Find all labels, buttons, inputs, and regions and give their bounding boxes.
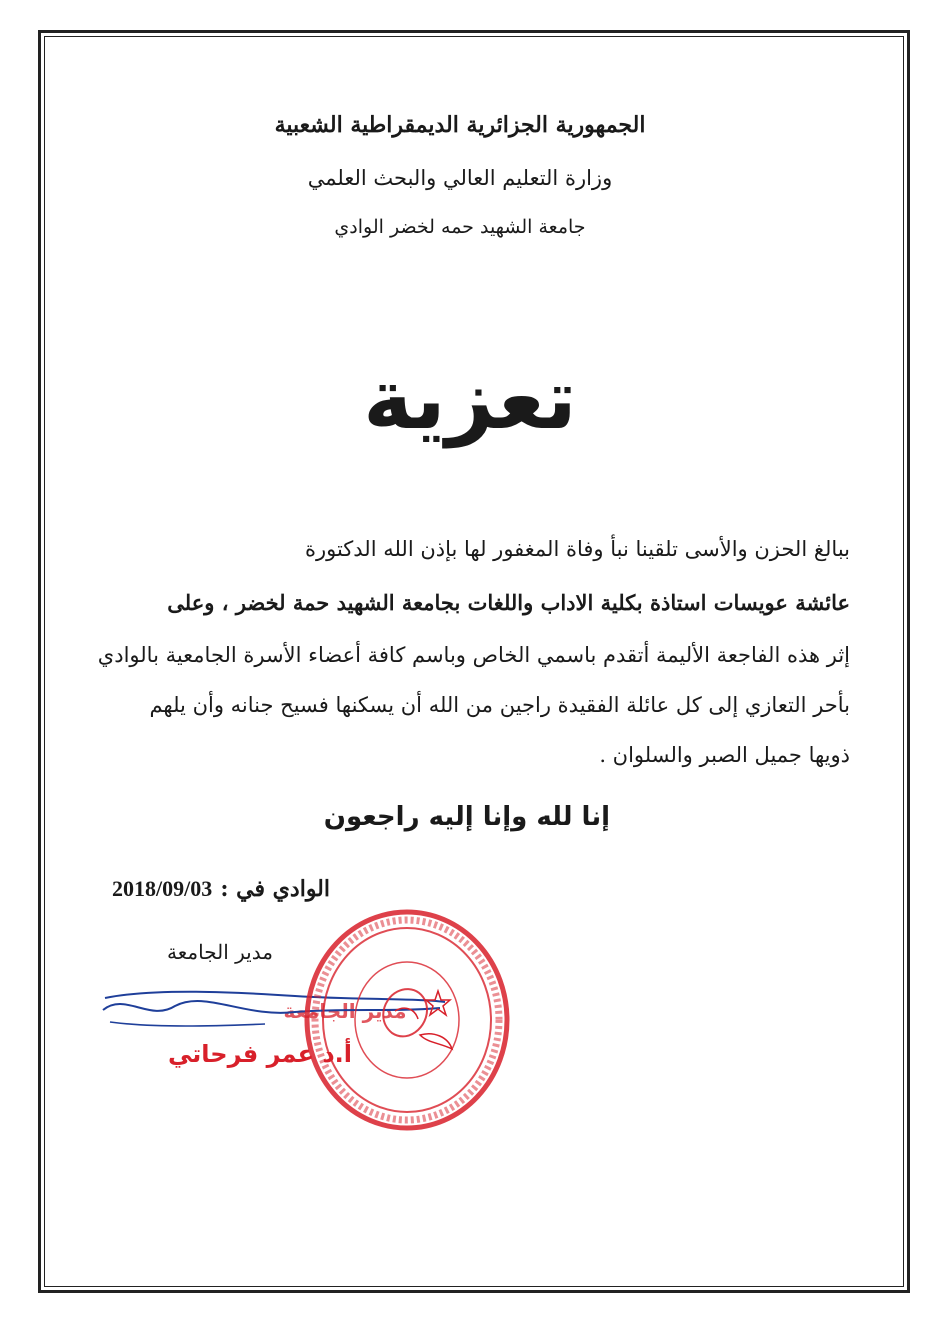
date-value: 2018/09/03: [112, 876, 213, 901]
body-line-2: عائشة عويسات استاذة بكلية الاداب واللغات بجامعة الشهيد حمة لخضر ، وعلى: [167, 590, 850, 615]
signatory-title: مدير الجامعة: [167, 940, 273, 964]
header-university: جامعة الشهيد حمه لخضر الوادي: [334, 216, 586, 238]
official-seal: [300, 905, 515, 1135]
body-line-1: ببالغ الحزن والأسى تلقينا نبأ وفاة المغفور لها بإذن الله الدكتورة: [304, 537, 850, 561]
body-line-4: بأحر التعازي إلى كل عائلة الفقيدة راجين من الله أن يسكنها فسيح جنانه وأن يلهم: [149, 693, 850, 717]
signatory-name: أ.د عمر فرحاتي: [167, 1040, 353, 1068]
body-line-5: ذويها جميل الصبر والسلوان .: [599, 743, 850, 767]
document-title: تعزية: [363, 350, 577, 448]
header-country: الجمهورية الجزائرية الديمقراطية الشعبية: [274, 112, 646, 138]
signature-stroke-3: [110, 1022, 265, 1026]
quran-verse: إنا لله وإنا إليه راجعون: [323, 802, 610, 832]
date-line: [100, 876, 330, 908]
stamp-title-text: مدير الجامعة: [283, 999, 407, 1023]
body-line-3: إثر هذه الفاجعة الأليمة أتقدم باسمي الخاص وباسم كافة أعضاء الأسرة الجامعية بالوادي: [97, 643, 850, 667]
header-ministry: وزارة التعليم العالي والبحث العلمي: [307, 166, 613, 190]
date-label: الوادي في :: [220, 876, 330, 902]
